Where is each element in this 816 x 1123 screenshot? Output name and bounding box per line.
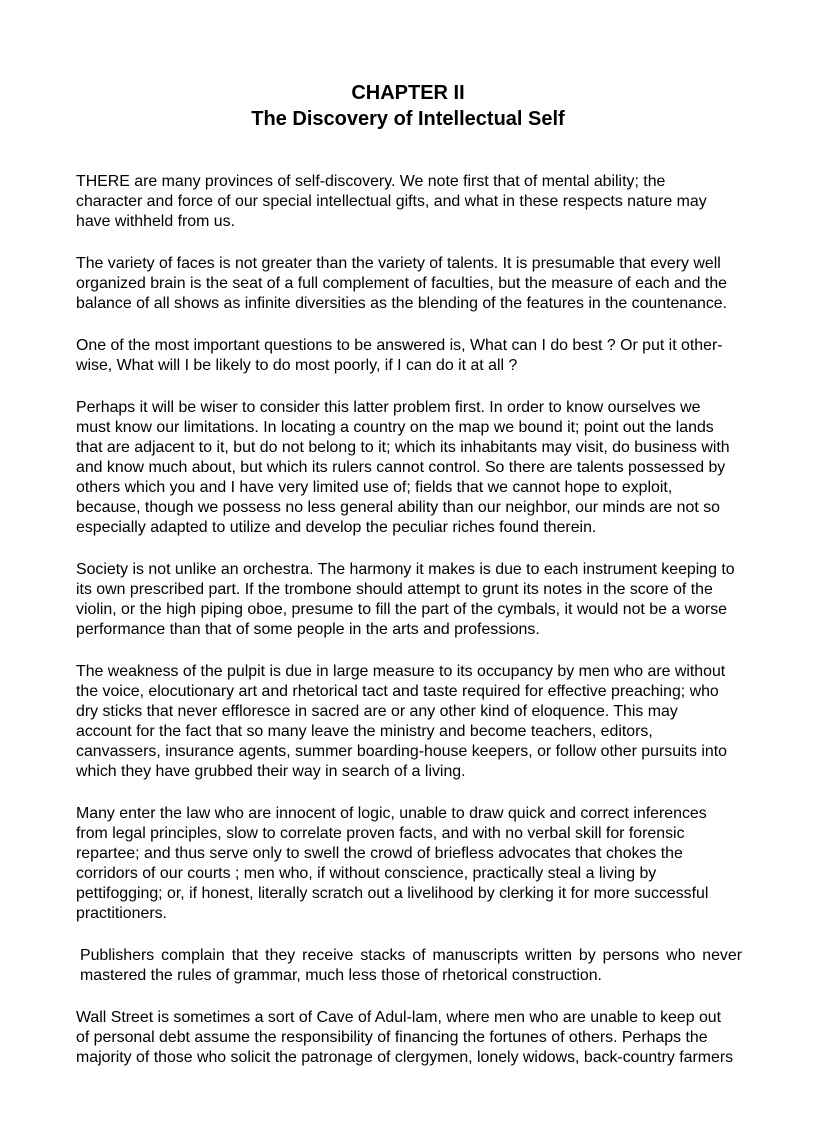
paragraph [76,804,742,924]
text-line: Wall Street is sometimes a sort of Cave of Adul-lam, where men who are unable to keep out [76,1009,722,1026]
paragraph [76,172,742,232]
text-line: violin, or the high piping oboe, presume to fill the part of the cymbals, it would not be a worse [76,601,727,618]
text-line: The weakness of the pulpit is due in large measure to its occupancy by men who are without [76,663,726,680]
text-line: that are adjacent to it, but do not belong to it; which its inhabitants may visit, do business with [76,439,730,456]
text-line: wise, What will I be likely to do most poorly, if I can do it at all ? [76,357,518,374]
paragraph [76,336,742,376]
text-line: canvassers, insurance agents, summer boarding-house keepers, or follow other pursuits into [76,743,727,760]
text-line: account for the fact that so many leave the ministry and become teachers, editors, [76,723,653,740]
text-line: and know much about, but which its rulers cannot control. So there are talents possessed by [76,459,726,476]
text-line: mastered the rules of grammar, much less those of rhetorical construction. [80,967,602,984]
text-line: The variety of faces is not greater than the variety of talents. It is presumable that every well [76,255,721,272]
paragraph [76,254,742,314]
text-line: especially adapted to utilize and develop the peculiar riches found therein. [76,519,597,536]
text-line: One of the most important questions to be answered is, What can I do best ? Or put it other- [76,337,723,354]
text-line: the voice, elocutionary art and rhetorical tact and taste required for effective preaching; who [76,683,719,700]
paragraph [76,398,742,538]
text-line: which they have grubbed their way in search of a living. [76,763,466,780]
chapter-title: The Discovery of Intellectual Self [251,108,565,130]
paragraph [76,662,742,782]
text-line: majority of those who solicit the patronage of clergymen, lonely widows, back-country farmers [76,1049,734,1066]
paragraph [76,946,742,986]
paragraph [76,560,742,640]
text-line: of personal debt assume the responsibility of financing the fortunes of others. Perhaps the [76,1029,708,1046]
chapter-label: CHAPTER II [351,82,465,104]
body-text [76,172,742,1090]
text-line: repartee; and thus serve only to swell the crowd of briefless advocates that chokes the [76,845,683,862]
text-line: Publishers complain that they receive stacks of manuscripts written by persons who never [80,947,742,964]
text-line: organized brain is the seat of a full complement of faculties, but the measure of each and the [76,275,728,292]
text-line: must know our limitations. In locating a country on the map we bound it; point out the lands [76,419,714,436]
text-line: pettifogging; or, if honest, literally scratch out a livelihood by clerking it for more successful [76,885,709,902]
text-line: balance of all shows as infinite diversities as the blending of the features in the countenance. [76,295,728,312]
chapter-heading [0,80,816,132]
text-line: corridors of our courts ; men who, if without conscience, practically steal a living by [76,865,657,882]
text-line: THERE are many provinces of self-discovery. We note first that of mental ability; the [76,173,666,190]
text-line: others which you and I have very limited use of; fields that we cannot hope to exploit, [76,479,673,496]
text-line: Perhaps it will be wiser to consider this latter problem first. In order to know ourselves we [76,399,701,416]
text-line: because, though we possess no less general ability than our neighbor, our minds are not so [76,499,720,516]
text-line: its own prescribed part. If the trombone should attempt to grunt its notes in the score of the [76,581,713,598]
paragraph [76,1008,742,1068]
text-line: dry sticks that never effloresce in sacred are or any other kind of eloquence. This may [76,703,678,720]
text-line: from legal principles, slow to correlate proven facts, and with no verbal skill for forensic [76,825,685,842]
text-line: Society is not unlike an orchestra. The harmony it makes is due to each instrument keeping to [76,561,735,578]
text-line: practitioners. [76,905,167,922]
text-line: Many enter the law who are innocent of logic, unable to draw quick and correct inferences [76,805,707,822]
text-line: have withheld from us. [76,213,235,230]
text-line: performance than that of some people in the arts and professions. [76,621,540,638]
text-line: character and force of our special intellectual gifts, and what in these respects nature may [76,193,707,210]
